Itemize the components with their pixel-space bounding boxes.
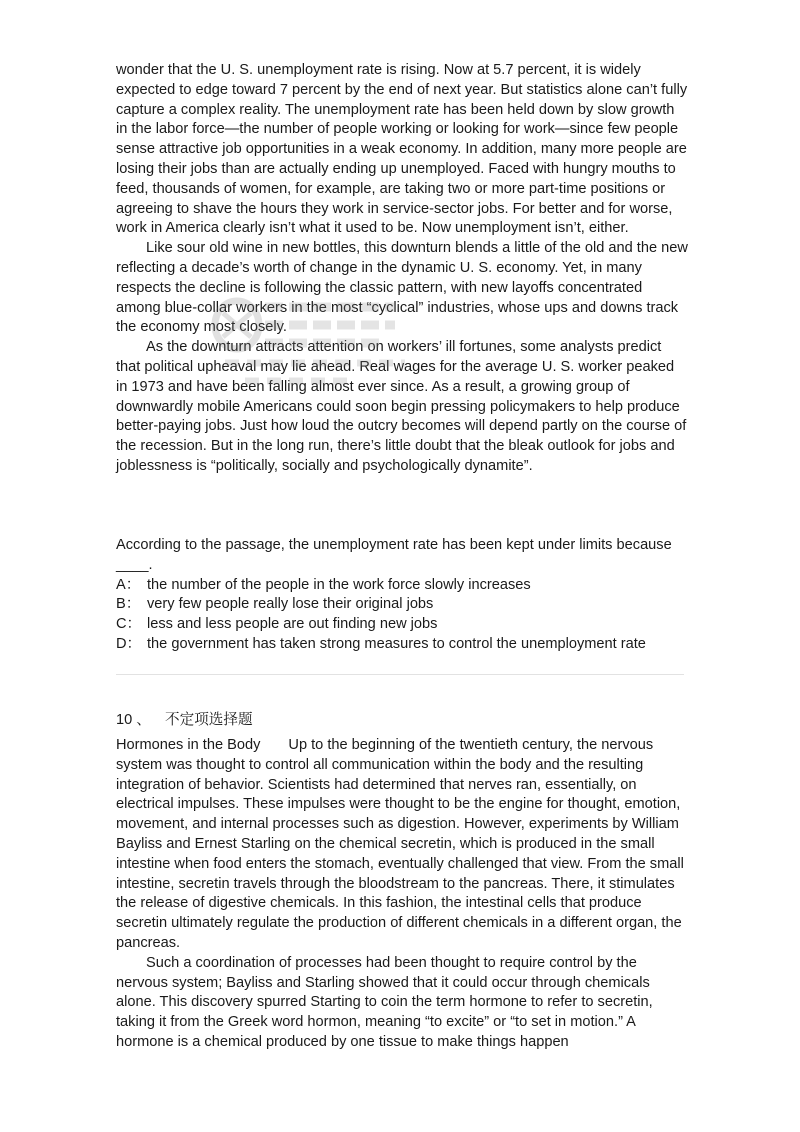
option-a[interactable] [116,576,688,596]
passage-paragraph: Like sour old wine in new bottles, this downturn blends a little of the old and the new reflecting a decade’s worth of change in the dynamic U. S. economy. Yet, in many respects the decline is following the classic pattern, with new layoffs concentrated among blue-collar workers in the most “cyclical” industries, whose ups and downs track the economy most closely. [116,240,688,336]
option-c[interactable] [116,615,688,635]
option-text: very few people really lose their original jobs [147,596,434,613]
option-letter: D： [116,635,142,652]
option-letter: B： [116,596,141,613]
reading-passage [116,736,688,1053]
section-divider [116,674,684,675]
passage-paragraph: wonder that the U. S. unemployment rate is rising. Now at 5.7 percent, it is widely expected to edge toward 7 percent by the end of next year. But statistics alone can’t fully capture a complex reality. The unemployment rate has been held down by slow growth in the labor force—the number of people working or looking for work—since few people sense attractive job opportunities in a weak economy. In addition, many more people are losing their jobs than are actually ending up unemployed. Faced with hungry mouths to feed, thousands of women, for example, are taking two or more part-time positions or agreeing to shave the hours they work in service-sector jobs. For better and for worse, work in America clearly isn’t what it used to be. Now unemployment isn’t, either. [116,62,688,237]
passage-text: Up to the beginning of the twentieth century, the nervous system was thought to control all communication within the body and the resulting integration of behavior. Scientists had determined that nerves ran, essentially, on electrical impulses. These impulses were thought to be the engine for thought, emotion, movement, and internal processes such as digestion. However, experiments by William Bayliss and Ernest Starling on the chemical secretin, which is produced in the small intestine when food enters the stomach, eventually challenged that view. From the small intestine, secretin travels through the bloodstream to the pancreas. There, it stimulates the release of digestive chemicals. In this fashion, the intestinal cells that produce secretin ultimately regulate the production of different chemicals in a different organ, the pancreas. [116,737,684,951]
passage-title: Hormones in the Body [116,737,261,753]
option-d[interactable] [116,635,688,655]
option-b[interactable] [116,595,688,615]
option-text: less and less people are out finding new jobs [147,616,438,633]
question-header [116,711,253,731]
question-number: 10 、 [116,712,151,728]
passage-paragraph: Such a coordination of processes had been thought to require control by the nervous system; Bayliss and Starling showed that it could occur through chemicals alone. This discovery spurred Starting to coin the term hormone to refer to secretin, taking it from the Greek word hormon, meaning “to excite” or “to set in motion.” A hormone is a chemical produced by one tissue to make things happen [116,954,653,1050]
question-stem: According to the passage, the unemployment rate has been kept under limits because ____. [116,537,672,573]
option-text: the government has taken strong measures to control the unemployment rate [147,635,646,652]
passage-paragraph: As the downturn attracts attention on workers’ ill fortunes, some analysts predict that political upheaval may lie ahead. Real wages for the average U. S. worker peaked in 1973 and have been falling almost ever since. As a result, a growing group of downwardly mobile Americans could soon begin pressing policymakers to help produce better-paying jobs. Just how loud the outcry becomes will depend partly on the course of the recession. But in the long run, there’s little doubt that the bleak outlook for jobs and joblessness is “politically, socially and psychologically dynamite”. [116,339,687,474]
question-type: 不定项选择题 [165,712,253,728]
passage-paragraph [116,736,688,954]
question-block [116,536,688,655]
option-text: the number of the people in the work force slowly increases [147,576,531,593]
reading-passage [116,61,688,477]
option-letter: A： [116,576,141,593]
option-letter: C： [116,616,142,633]
